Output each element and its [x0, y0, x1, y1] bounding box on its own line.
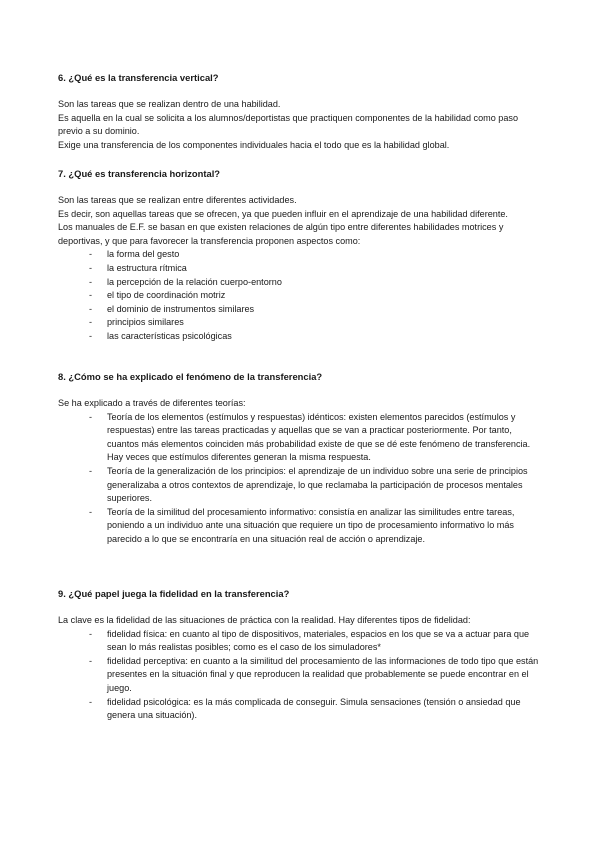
section-7-paragraph: Son las tareas que se realizan entre diferentes actividades.: [58, 195, 297, 205]
list-item: - la forma del gesto: [58, 248, 538, 262]
list-item: - fidelidad psicológica: es la más complicada de conseguir. Simula sensaciones (tensión o ansiedad que genera una situación).: [58, 696, 544, 723]
section-6-paragraph: Exige una transferencia de los componentes individuales hacia el todo que es la habilidad global.: [58, 139, 450, 150]
list-item: - la percepción de la relación cuerpo-entorno: [58, 276, 538, 290]
section-7-paragraph: Los manuales de E.F. se basan en que existen relaciones de algún tipo entre diferentes habilidades motrices y deportivas, y que para favorecer la transferencia proponen aspectos como:: [58, 222, 504, 246]
section-8: [58, 370, 538, 547]
section-8-intro: Se ha explicado a través de diferentes teorías:: [58, 398, 246, 408]
section-6-paragraph: Son las tareas que se realizan dentro de una habilidad.: [58, 99, 281, 109]
section-7-title: 7. ¿Qué es transferencia horizontal?: [58, 168, 221, 179]
list-item: - la estructura rítmica: [58, 262, 538, 276]
section-6-title: 6. ¿Qué es la transferencia vertical?: [58, 72, 219, 83]
section-7-paragraph: Es decir, son aquellas tareas que se ofrecen, ya que pueden influir en el aprendizaje de una habilidad diferente.: [58, 208, 508, 219]
list-item: - Teoría de la generalización de los principios: el aprendizaje de un individuo sobre una serie de principios generalizaba a otros contextos de aprendizaje, lo que reclamaba la participación de procesos mentales superiores.: [58, 465, 544, 506]
list-item: - el dominio de instrumentos similares: [58, 303, 538, 317]
section-9-title: 9. ¿Qué papel juega la fidelidad en la transferencia?: [58, 588, 290, 599]
list-item: - Teoría de los elementos (estímulos y respuestas) idénticos: existen elementos parecidos (estímulos y respuestas) entre las tareas practicadas y aquellas que se van a practicar posteriormente. Por tanto, cuantos más elementos coinciden más probabilidad existe de que se dé este fenómeno de transferencia. Hay veces que estímulos diferentes generan la misma respuesta.: [58, 411, 544, 465]
transfer-aspects-list: [58, 248, 538, 343]
list-item: - principios similares: [58, 316, 538, 330]
list-item: - fidelidad perceptiva: en cuanto a la similitud del procesamiento de las informaciones de todo tipo que están presentes en la situación final y que reproducen la realidad que probablemente se puede encontrar en el juego.: [58, 655, 544, 696]
section-7: [58, 167, 538, 344]
section-9-intro: La clave es la fidelidad de las situaciones de práctica con la realidad. Hay diferentes tipos de fidelidad:: [58, 615, 471, 625]
theories-list: [58, 411, 544, 547]
fidelity-types-list: [58, 628, 544, 723]
section-9: [58, 587, 538, 723]
section-6-paragraph: Es aquella en la cual se solicita a los alumnos/deportistas que practiquen componentes de la habilidad como paso previo a su dominio.: [58, 112, 519, 137]
section-6: [58, 71, 538, 152]
list-item: - las características psicológicas: [58, 330, 538, 344]
list-item: - fidelidad física: en cuanto al tipo de dispositivos, materiales, espacios en los que se va a actuar para que sean lo más realistas posibles; como es el caso de los simuladores*: [58, 628, 544, 655]
section-8-title: 8. ¿Cómo se ha explicado el fenómeno de la transferencia?: [58, 371, 323, 382]
list-item: - el tipo de coordinación motriz: [58, 289, 538, 303]
list-item: - Teoría de la similitud del procesamiento informativo: consistía en analizar las similitudes entre tareas, poniendo a un individuo ante una situación que requiere un tipo de procesamiento informativo lo más parecido a lo que se encontraría en una situación real de acción o aprendizaje.: [58, 506, 544, 547]
